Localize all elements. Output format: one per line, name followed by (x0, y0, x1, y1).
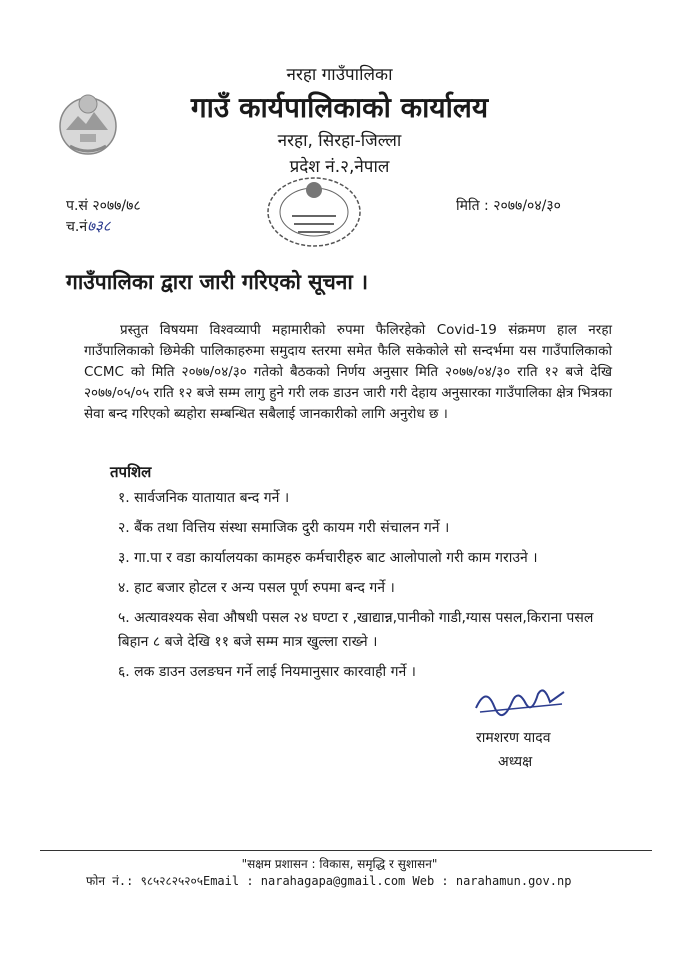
chalani-value: ७३८ (87, 217, 111, 235)
chalani-number (66, 216, 141, 237)
office-address: नरहा, सिरहा-जिल्ला (277, 131, 402, 151)
notice-date: मिति : २०७७/०४/३० (456, 198, 561, 214)
municipality-name: नरहा गाउँपालिका (286, 65, 393, 85)
details-heading: तपशिल (110, 463, 152, 481)
notice-body: प्रस्तुत विषयमा विश्वव्यापी महामारीको रुपमा फैलिरहेको Covid-19 संक्रमण हाल नरहा गाउँपालिकाको छिमेकी पालिकाहरुमा समुदाय स्तरमा समेत फैलि सकेकोले सो सन्दर्भमा यस गाउँपालिकाको CCMC को मिति २०७७/०४/३० गतेको बैठकको निर्णय अनुसार मिति २०७७/०४/३० राति १२ बजे देखि २०७७/०५/०५ राति १२ बजे सम्म लागु हुने गरी लक डाउन जारी गरी देहाय अनुसारका गाउँपालिका क्षेत्र भित्रका सेवा बन्द गरिएको ब्यहोरा सम्बन्धित सबैलाई जानकारीको लागि अनुरोध छ । (84, 322, 612, 422)
footer-motto: "सक्षम प्रशासन : विकास, समृद्धि र सुशासन" (241, 857, 438, 871)
list-item: ५. अत्यावश्यक सेवा औषधी पसल २४ घण्टा र ,खाद्यान्न,पानीको गाडी,ग्यास पसल,किराना पसल बिहान ८ बजे देखि ११ बजे सम्म मात्र खुल्ला राख्ने । (118, 610, 594, 650)
office-province: प्रदेश नं.२,नेपाल (289, 157, 390, 177)
signer-name: रामशरण यादव (476, 730, 551, 746)
list-item: ६. लक डाउन उलङघन गर्ने लाई नियमानुसार कारवाही गर्ने । (118, 664, 416, 680)
signer-title: अध्यक्ष (498, 754, 533, 770)
list-item: १. सार्वजनिक यातायात बन्द गर्ने । (118, 490, 290, 506)
list-item: ३. गा.पा र वडा कार्यालयका कामहरु कर्मचारीहरु बाट आलोपालो गरी काम गराउने । (118, 550, 538, 566)
patra-sankhya: प.सं २०७७/७८ (66, 198, 141, 214)
official-stamp-icon (262, 170, 366, 250)
list-item: २. बैंक तथा वित्तिय संस्था समाजिक दुरी कायम गरी संचालन गर्ने । (118, 520, 450, 536)
reference-block (66, 196, 141, 237)
chalani-label: च.नं (66, 219, 88, 235)
footer-divider (40, 850, 652, 851)
notice-title: गाउँपालिका द्वारा जारी गरिएको सूचना । (66, 270, 369, 294)
office-name: गाउँ कार्यपालिकाको कार्यालय (190, 91, 489, 124)
list-item: ४. हाट बजार होटल र अन्य पसल पूर्ण रुपमा बन्द गर्ने । (118, 580, 395, 596)
signer-block (476, 726, 551, 774)
footer-contact: फोन नं.: ९८५२८२५२०५Email : narahagapa@gmail.com Web : narahamun.gov.np (86, 874, 572, 888)
signature-icon (472, 680, 572, 720)
